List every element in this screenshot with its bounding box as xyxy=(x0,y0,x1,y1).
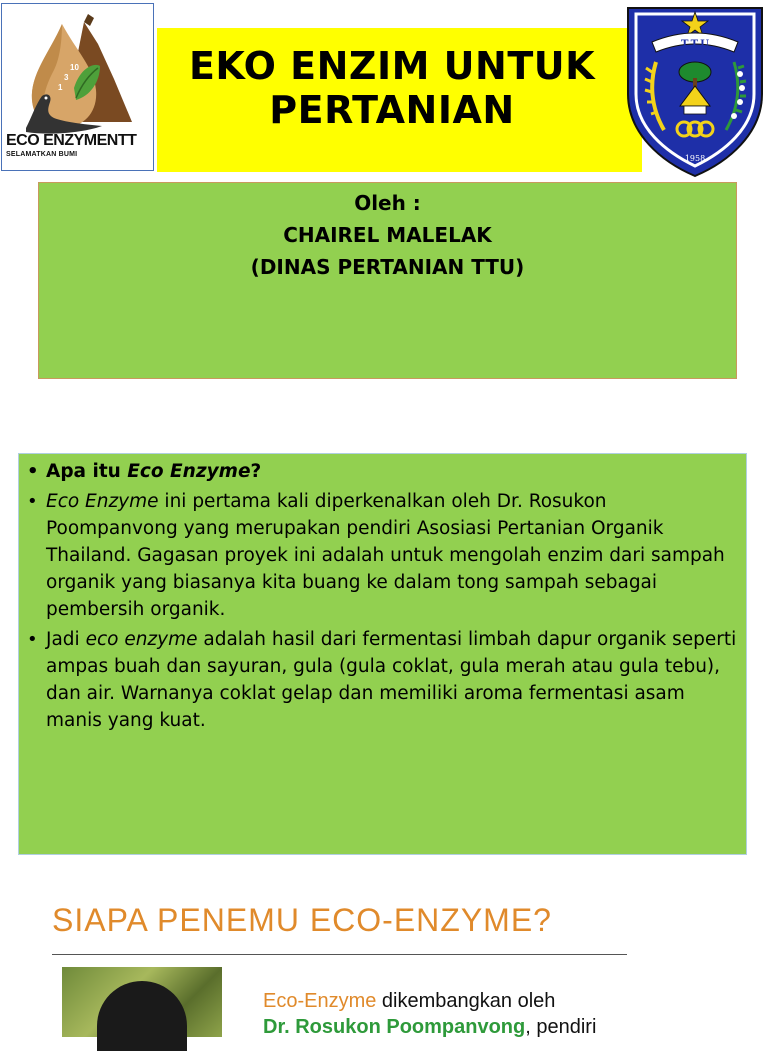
title-banner xyxy=(157,28,642,172)
svg-text:3: 3 xyxy=(64,73,69,82)
origin-bullet: • Eco Enzyme ini pertama kali diperkenalkan oleh Dr. Rosukon Poompanvong yang merupakan pendiri Asosiasi Pertanian Organik Thailand. Gagasan proyek ini adalah untuk mengolah enzim dari sampah organik yang biasanya kita buang ke dalam tong sampah sebagai pembersih organik. xyxy=(27,488,738,623)
ttu-crest xyxy=(622,2,768,178)
title-divider xyxy=(52,954,627,955)
portrait-silhouette xyxy=(97,981,187,1051)
author-by-label: Oleh : xyxy=(354,191,421,215)
svg-text:1: 1 xyxy=(58,83,63,92)
inventor-description: Eco-Enzyme dikembangkan oleh Dr. Rosukon Poompanvong, pendiri xyxy=(263,990,597,1038)
author-affiliation: (DINAS PERTANIAN TTU) xyxy=(250,255,525,279)
logo-tagline-text: SELAMATKAN BUMI xyxy=(6,151,78,158)
definition-box xyxy=(18,453,747,855)
svg-text:1958: 1958 xyxy=(684,154,706,163)
svg-text:10: 10 xyxy=(70,63,79,72)
logo-brand-text: ECO ENZYMENTT xyxy=(6,132,137,149)
svg-text:T.T.U: T.T.U xyxy=(681,39,709,50)
definition-bullet: • Jadi eco enzyme adalah hasil dari fermentasi limbah dapur organik seperti ampas buah dan sayuran, gula (gula coklat, gula merah atau gula tebu), dan air. Warnanya coklat gelap dan memiliki aroma fermentasi asam manis yang kuat. xyxy=(27,626,738,734)
slide-inventor xyxy=(20,866,746,1038)
ttu-coat-of-arms-icon xyxy=(622,2,768,178)
inventor-slide-title: SIAPA PENEMU ECO-ENZYME? xyxy=(52,902,552,938)
eco-enzyme-ntt-logo xyxy=(1,3,154,171)
inventor-photo xyxy=(62,967,222,1037)
definition-list xyxy=(19,454,746,734)
author-box xyxy=(38,182,737,379)
eco-enzyme-drop-logo-icon xyxy=(2,4,155,144)
question-bullet: • Apa itu Eco Enzyme? xyxy=(27,458,738,485)
author-name: CHAIREL MALELAK xyxy=(283,223,492,247)
slide-title: EKO ENZIM UNTUK PERTANIAN xyxy=(188,44,596,132)
